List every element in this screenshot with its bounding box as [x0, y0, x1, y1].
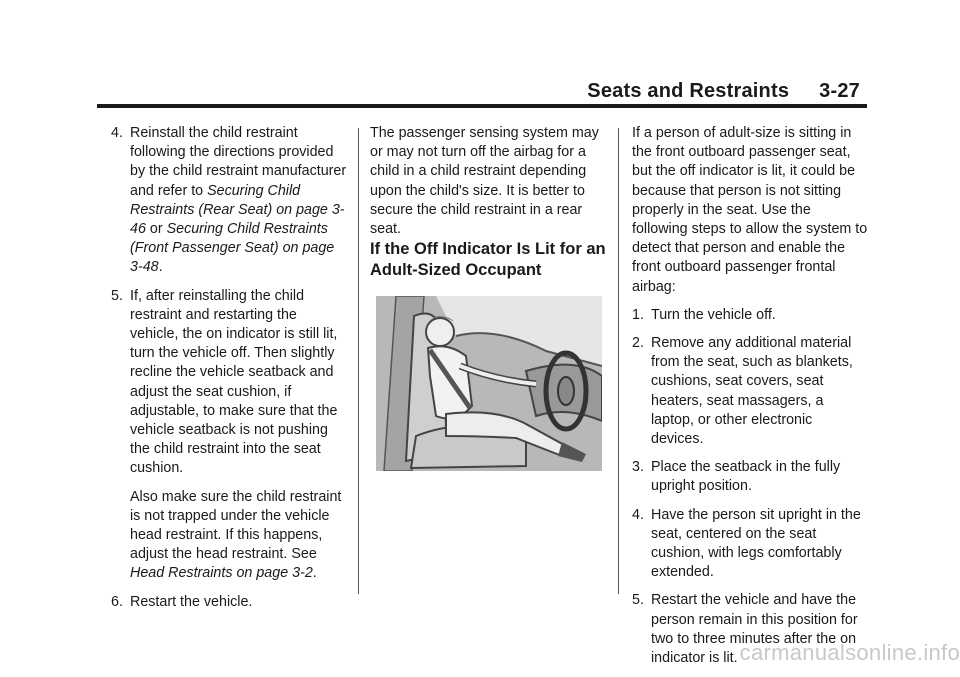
item-text: Also make sure the child restraint is not trapped under the vehicle head restraint. If this happens, adjust the head restraint. See	[130, 488, 342, 563]
list-item	[632, 458, 868, 496]
item-number: 4.	[632, 506, 644, 523]
cross-reference: Head Restraints on page 3-2	[130, 565, 313, 582]
item-number: 3.	[632, 459, 644, 476]
item-text: Remove any additional material from the seat, such as blankets, cushions, seat covers, seat heaters, seat massagers, a laptop, or other electronic devices.	[651, 335, 853, 448]
list-item	[632, 334, 868, 449]
item-text-end: .	[312, 565, 317, 582]
item-text: Restart the vehicle and have the person remain in this position for two to three minutes after the on indicator is lit.	[651, 592, 858, 667]
section-heading: If the Off Indicator Is Lit for an Adult-Sized Occupant	[370, 240, 606, 280]
paragraph: If a person of adult-size is sitting in the front outboard passenger seat, but the off indicator is lit, it could be because that person is not sitting properly in the seat. Use the following steps to allow the system to detect that person and enable the front outboard passenger frontal airbag:	[632, 125, 868, 295]
list-item	[111, 124, 349, 278]
watermark: carmanualsonline.info	[739, 640, 960, 665]
item-text: Turn the vehicle off.	[651, 306, 776, 323]
page-number: 3-27	[819, 80, 860, 102]
column-divider-1	[358, 128, 359, 594]
item-number: 5.	[632, 592, 644, 609]
header-rule	[97, 104, 867, 108]
item-text: If, after reinstalling the child restraint and restarting the vehicle, the on indicator is still lit, turn the vehicle off. Then slightly recline the vehicle seatback and adjust the seat cushion, if adjustable, to make sure that the vehicle seatback is not pushing the child restraint into the seat cushion.	[130, 287, 338, 477]
cross-reference: Securing Child Restraints (Front Passenger Seat) on page 3-48	[130, 221, 335, 276]
list-item	[632, 306, 868, 325]
item-text: Place the seatback in the fully upright position.	[651, 459, 841, 495]
item-text-connector: or	[145, 221, 167, 238]
list-item	[111, 287, 349, 584]
item-text: Reinstall the child restraint following the directions provided by the child restraint manufacturer and refer to	[130, 125, 347, 199]
column-divider-2	[618, 128, 619, 594]
item-number: 1.	[632, 306, 644, 323]
list-item	[632, 506, 868, 583]
item-text-end: .	[158, 259, 163, 276]
column-1	[111, 124, 349, 621]
page-header	[587, 80, 860, 103]
paragraph: The passenger sensing system may or may not turn off the airbag for a child in a child restraint depending upon the child's size. It is better to secure the child restraint in a rear seat.	[370, 125, 599, 238]
item-number: 2.	[632, 335, 644, 352]
item-number: 4.	[111, 125, 123, 141]
item-text: Restart the vehicle.	[130, 593, 253, 610]
column-3	[632, 124, 868, 677]
cross-reference: Securing Child Restraints (Rear Seat) on page 3-46	[130, 182, 345, 238]
item-text: Have the person sit upright in the seat, centered on the seat cushion, with legs comfortably extended.	[651, 506, 861, 581]
section-title: Seats and Restraints	[587, 80, 790, 102]
column-2	[370, 124, 608, 281]
list-item	[111, 593, 349, 612]
item-number: 6.	[111, 593, 123, 610]
item-number: 5.	[111, 287, 123, 304]
seated-occupant-illustration	[376, 296, 602, 471]
